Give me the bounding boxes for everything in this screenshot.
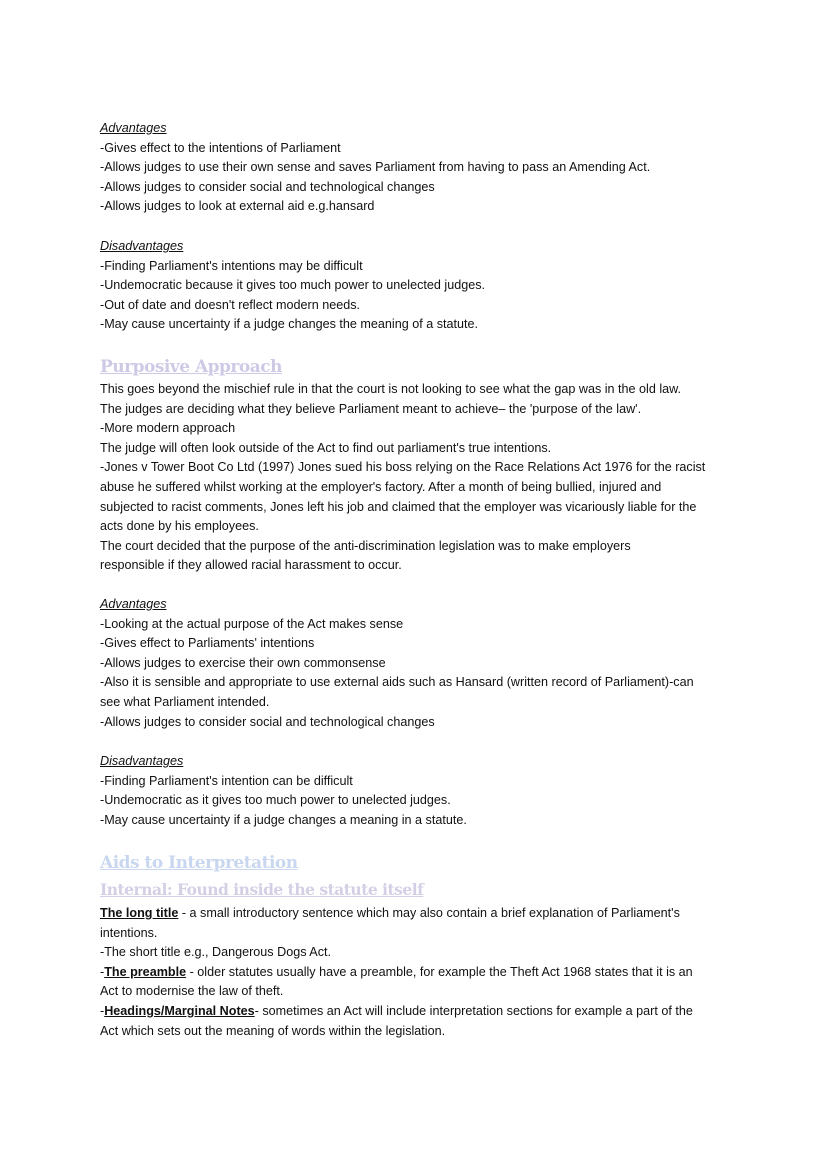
- list-item: -Allows judges to consider social and technological changes: [100, 179, 435, 194]
- text-line: intentions.: [100, 925, 158, 940]
- text-line: Act to modernise the law of theft.: [100, 984, 284, 999]
- text: - a small introductory sentence which may also contain a brief explanation of Parliament's: [178, 906, 680, 920]
- list-item: -Undemocratic because it gives too much power to unelected judges.: [100, 278, 486, 293]
- text-line: The court decided that the purpose of the anti-discrimination legislation was to make employers: [100, 538, 631, 553]
- long-title-item: [100, 904, 740, 924]
- text-line: The judges are deciding what they believe Parliament meant to achieve– the 'purpose of the law'.: [100, 401, 642, 416]
- text-line: Act which sets out the meaning of words within the legislation.: [100, 1023, 446, 1038]
- dash: -: [100, 964, 105, 979]
- subheading: Advantages: [100, 121, 167, 135]
- heading-internal-aids: Internal: Found inside the statute itself: [100, 880, 424, 899]
- list-item: -Gives effect to Parliaments' intentions: [100, 636, 315, 651]
- text-line: -Jones v Tower Boot Co Ltd (1997) Jones sued his boss relying on the Race Relations Act 1976 for the racist: [100, 460, 706, 475]
- disadvantages-section-2: [100, 752, 740, 830]
- heading-purposive-approach: Purposive Approach: [100, 357, 282, 377]
- text-line: abuse he suffered whilst working at the employer's factory. After a month of being bullied, injured and: [100, 479, 662, 494]
- term: Headings/Marginal Notes: [104, 1003, 255, 1018]
- list-item: -May cause uncertainty if a judge changes the meaning of a statute.: [100, 317, 479, 332]
- text: - older statutes usually have a preamble, for example the Theft Act 1968 states that it is an: [186, 964, 693, 979]
- preamble-item: [100, 963, 740, 983]
- purposive-body: [100, 380, 740, 576]
- list-item: -Allows judges to consider social and technological changes: [100, 714, 435, 729]
- list-item: -Finding Parliament's intention can be difficult: [100, 773, 353, 788]
- heading-aids-to-interpretation: Aids to Interpretation: [100, 853, 298, 873]
- advantages-section-1: [100, 119, 740, 217]
- list-item: see what Parliament intended.: [100, 694, 270, 709]
- subheading: Disadvantages: [100, 239, 184, 253]
- text-line: subjected to racist comments, Jones left his job and claimed that the employer was vicariously liable for the: [100, 499, 697, 514]
- list-item: -May cause uncertainty if a judge changes a meaning in a statute.: [100, 812, 467, 827]
- list-item: -Allows judges to exercise their own commonsense: [100, 655, 386, 670]
- text-line: The judge will often look outside of the Act to find out parliament's true intentions.: [100, 440, 552, 455]
- subheading: Disadvantages: [100, 754, 184, 768]
- list-item: -Finding Parliament's intentions may be difficult: [100, 258, 363, 273]
- term: The preamble: [104, 964, 187, 979]
- text-line: acts done by his employees.: [100, 519, 259, 534]
- list-item: -Also it is sensible and appropriate to use external aids such as Hansard (written record of Parliament)-can: [100, 675, 694, 690]
- text-line: This goes beyond the mischief rule in that the court is not looking to see what the gap was in the old law.: [100, 382, 682, 396]
- disadvantages-section-1: [100, 237, 740, 335]
- dash: -: [100, 1003, 105, 1018]
- list-item: -Undemocratic as it gives too much power to unelected judges.: [100, 793, 451, 808]
- text-line: responsible if they allowed racial harassment to occur.: [100, 558, 402, 573]
- text: - sometimes an Act will include interpretation sections for example a part of the: [254, 1003, 693, 1018]
- list-item: -Allows judges to look at external aid e.g.hansard: [100, 199, 375, 214]
- headings-item: [100, 1002, 740, 1022]
- internal-aids-body: [100, 904, 740, 1041]
- term: The long title: [100, 906, 179, 920]
- list-item: -Looking at the actual purpose of the Act makes sense: [100, 616, 404, 631]
- list-item: -Allows judges to use their own sense and saves Parliament from having to pass an Amending Act.: [100, 160, 651, 175]
- list-item: -Out of date and doesn't reflect modern needs.: [100, 297, 361, 312]
- advantages-section-2: [100, 595, 740, 732]
- short-title-item: -The short title e.g., Dangerous Dogs Act.: [100, 945, 331, 960]
- subheading: Advantages: [100, 597, 167, 611]
- text-line: -More modern approach: [100, 421, 236, 436]
- list-item: -Gives effect to the intentions of Parliament: [100, 140, 341, 155]
